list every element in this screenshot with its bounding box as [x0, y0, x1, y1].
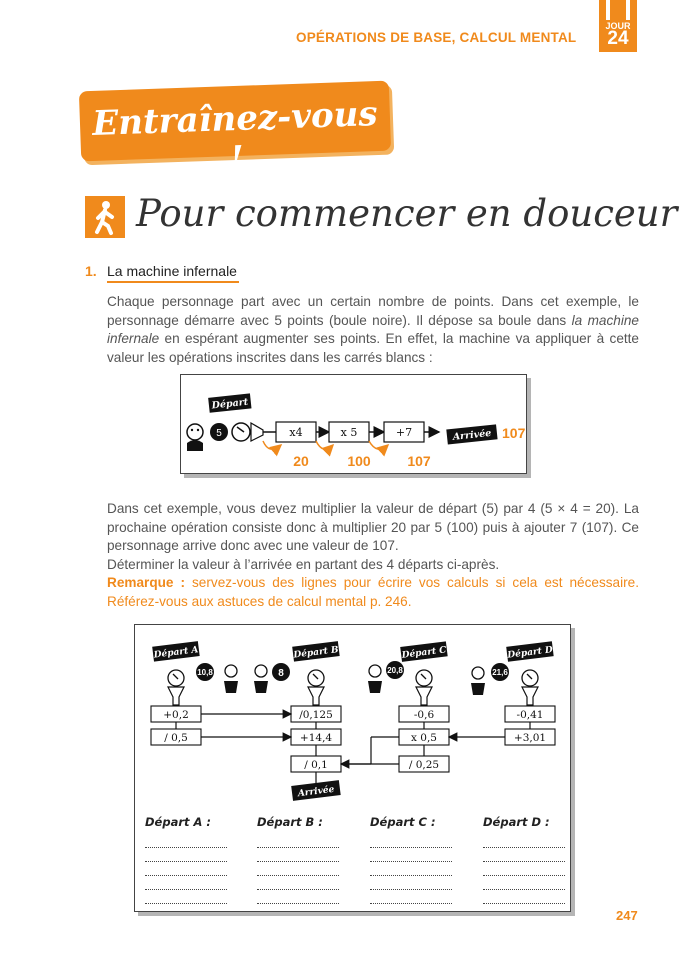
start-label: Départ [211, 396, 249, 412]
exercise-number: 1. [85, 263, 97, 279]
page-number: 247 [616, 908, 638, 923]
op-label-c2: x 0,5 [411, 732, 437, 744]
instruction-text: Déterminer la valeur à l’arrivée en partant des 4 départs ci-après. [107, 556, 500, 572]
arrival-tag [291, 780, 340, 801]
intro-text: en espérant augmenter ses points. En effet, la machine va appliquer à cette valeur les opérations inscrites dans les carrés blancs : [107, 331, 639, 365]
tab-stripe [626, 0, 630, 20]
day-tab [599, 0, 637, 52]
answer-line[interactable] [257, 847, 339, 848]
intermediate-value: 100 [347, 453, 371, 469]
answer-line[interactable] [370, 889, 452, 890]
arrival-label-tag [446, 424, 497, 444]
start-value-a: 10,8 [197, 668, 213, 677]
funnel-d [522, 670, 538, 705]
svg-text:Départ B: Départ B [293, 645, 340, 661]
operation-label: x4 [289, 426, 303, 439]
walking-person-icon [85, 196, 125, 238]
op-label-a1: +0,2 [163, 709, 189, 721]
op-label-b1: /0,125 [299, 709, 333, 721]
answer-line[interactable] [145, 861, 227, 862]
answer-line[interactable] [370, 875, 452, 876]
tab-stripe [606, 0, 610, 20]
op-label-a2: / 0,5 [164, 732, 188, 744]
answer-line[interactable] [145, 889, 227, 890]
svg-text:Départ C: Départ C [401, 645, 448, 661]
answer-line[interactable] [483, 847, 565, 848]
machine-figure [134, 624, 571, 912]
op-label-c3: / 0,25 [408, 759, 440, 771]
op-label-b2: +14,4 [299, 732, 333, 744]
svg-text:Arrivée: Arrivée [297, 784, 335, 800]
character-icon [224, 665, 485, 695]
start-tag-d [505, 641, 553, 662]
section-banner [79, 81, 391, 180]
remark-text: servez-vous des lignes pour écrire vos calculs si cela est nécessaire. Référez-vous aux astuces de calcul mental p. 246. [107, 575, 639, 609]
answer-header-b: Départ B : [257, 815, 323, 829]
operation-label: +7 [395, 426, 413, 439]
example-machine-figure [180, 374, 527, 474]
answer-header-a: Départ A : [145, 815, 212, 829]
funnel-pipe [251, 423, 263, 441]
op-label-d1: -0,41 [516, 709, 544, 721]
start-tag-c [400, 641, 448, 662]
answer-line[interactable] [145, 875, 227, 876]
funnel-c [416, 670, 432, 705]
op-label-c1: -0,6 [413, 709, 435, 721]
answer-line[interactable] [483, 875, 565, 876]
running-header: OPÉRATIONS DE BASE, CALCUL MENTAL [296, 30, 577, 45]
example-result: 107 [502, 425, 526, 441]
exercise-title-underline [107, 281, 239, 283]
answer-line[interactable] [483, 889, 565, 890]
explanation-paragraph [107, 500, 639, 612]
intro-italic: la machine infernale [107, 312, 639, 347]
day-number: 24 [607, 28, 629, 49]
answer-line[interactable] [145, 903, 227, 904]
start-value: 5 [216, 428, 222, 439]
start-value-c: 20,8 [387, 666, 403, 675]
intro-paragraph [107, 293, 639, 367]
start-value-d: 21,6 [492, 668, 508, 677]
svg-text:Départ A: Départ A [153, 645, 199, 661]
funnel-a [168, 670, 184, 705]
start-value-b: 8 [278, 668, 284, 679]
answer-line[interactable] [257, 903, 339, 904]
answer-header-c: Départ C : [370, 815, 436, 829]
answer-line[interactable] [370, 861, 452, 862]
banner-title: Entraînez-vous ! [91, 94, 379, 180]
op-label-b3: / 0,1 [304, 759, 328, 771]
answer-line[interactable] [483, 861, 565, 862]
character-icon [187, 424, 203, 451]
answer-line[interactable] [257, 875, 339, 876]
funnel-dial [232, 423, 250, 441]
start-tag-a [152, 641, 200, 662]
operation-label: x 5 [340, 426, 358, 439]
answer-line[interactable] [483, 903, 565, 904]
answer-line[interactable] [257, 861, 339, 862]
explanation-text: Dans cet exemple, vous devez multiplier la valeur de départ (5) par 4 (5 × 4 = 20). La prochaine opération consiste donc à multiplier 20 par 5 (100) puis à ajouter 7 (107). Ce personnage arrive donc avec une valeur de 107. [107, 501, 639, 554]
funnel-b [308, 670, 324, 705]
day-label: JOUR [605, 21, 631, 31]
start-tag-b [292, 641, 340, 662]
section-title: Pour commencer en douceur [136, 192, 678, 235]
answer-line[interactable] [145, 847, 227, 848]
remark-label: Remarque : [107, 575, 186, 591]
op-label-d2: +3,01 [513, 732, 547, 744]
svg-text:Départ D: Départ D [506, 645, 554, 661]
answer-line[interactable] [370, 903, 452, 904]
answer-line[interactable] [257, 889, 339, 890]
intermediate-value: 20 [293, 453, 309, 469]
intermediate-value: 107 [407, 453, 431, 469]
start-label-tag [208, 393, 251, 412]
intro-text: Chaque personnage part avec un certain nombre de points. Dans cet exemple, le personnage démarre avec 5 points (boule noire). Il dépose sa boule dans [107, 294, 639, 328]
answer-header-d: Départ D : [483, 815, 550, 829]
arrival-label: Arrivée [452, 427, 492, 443]
answer-line[interactable] [370, 847, 452, 848]
exercise-title: La machine infernale [107, 263, 237, 279]
